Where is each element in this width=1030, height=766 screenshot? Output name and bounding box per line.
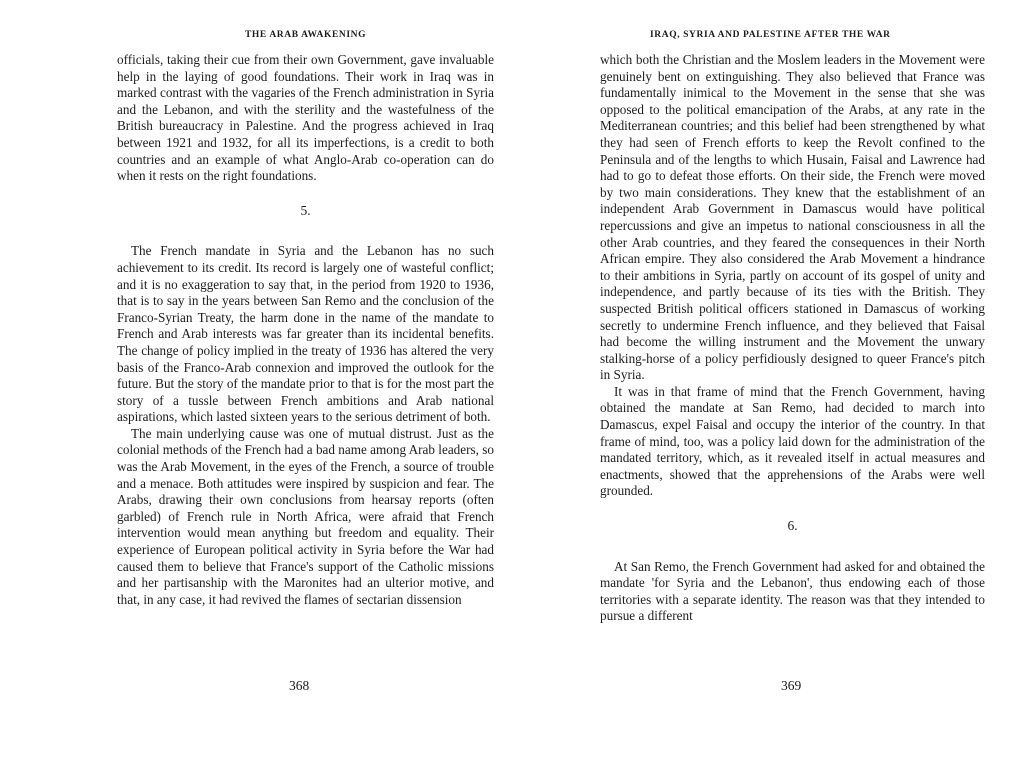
paragraph: officials, taking their cue from their own Government, gave invaluable help in the laying of good foundations. Their work in Iraq was in marked contrast with the vagaries of the French administration in Syria and the Lebanon, and with the sterility and the wastefulness of the British bureaucracy in Palestine. And the progress achieved in Iraq between 1921 and 1932, for all its imperfections, is a credit to both countries and an example of what Anglo-Arab co-operation can do when it rests on the right foundations. (117, 52, 494, 184)
paragraph: The main underlying cause was one of mutual distrust. Just as the colonial methods of the French had a bad name among Arab leaders, so was the Arab Movement, in the eyes of the French, a source of trouble and a menace. Both attitudes were inspired by suspicion and fear. The Arabs, drawing their own conclusions from hearsay reports (often garbled) of French rule in North Africa, were afraid that French intervention would mean anything but freedom and equality. Their experience of European political activity in Syria before the War had caused them to believe that France's support of the Catholic missions and her partisanship with the Maronites had an ulterior motive, and that, in any case, it had revived the flames of sectarian dissension (117, 425, 494, 607)
right-page (515, 0, 1030, 766)
running-head: IRAQ, SYRIA AND PALESTINE AFTER THE WAR (650, 30, 891, 40)
paragraph: At San Remo, the French Government had asked for and obtained the mandate 'for Syria and the Lebanon', thus endowing each of those territories with a separate identity. The reason was that they intended to pursue a different (600, 558, 985, 624)
body-text (600, 52, 985, 625)
section-number: 6. (787, 518, 798, 534)
paragraph: The French mandate in Syria and the Lebanon has no such achievement to its credit. Its record is largely one of wasteful conflict; and it is no exaggeration to say that, in the period from 1920 to 1936, that is to say in the years between San Remo and the conclusion of the Franco-Syrian Treaty, the harm done in the name of the mandate to French and Arab interests was far greater than its incidental benefits. The change of policy implied in the treaty of 1936 has altered the very basis of the Franco-Arab connexion and improved the outlook for the future. But the story of the mandate prior to that is for the most part the story of a tussle between French ambitions and Arab national aspirations, which lasted sixteen years to the serious detriment of both. (117, 243, 494, 425)
page-number: 368 (289, 678, 310, 693)
paragraph: which both the Christian and the Moslem leaders in the Movement were genuinely bent on extinguishing. They also believed that France was fundamentally inimical to the Movement in the sense that she was opposed to the political emancipation of the Arabs, at any rate in the Mediterranean countries; and this belief had been strengthened by what they had seen of French efforts to keep the Revolt confined to the Peninsula and of the lengths to which Husain, Faisal and Lawrence had had to go to defeat those efforts. On their side, the French were moved by two main considerations. They knew that the establishment of an independent Arab Government in Damascus would have political repercussions and give an impetus to national consciousness in all the other Arab countries, and they feared the consequences in their North African empire. They also considered the Arab Movement a hindrance to their ambitions in Syria, partly on account of its gospel of unity and independence, and partly because of its ties with the British. They suspected British political officers stationed in Damascus of working secretly to undermine French influence, and they believed that Faisal had become the willing instrument and the Movement the unwary stalking-horse of a policy perfidiously designed to queer France's pitch in Syria. (600, 52, 985, 383)
body-text (117, 52, 494, 608)
section-number: 5. (300, 202, 311, 218)
paragraph: It was in that frame of mind that the French Government, having obtained the mandate at San Remo, had decided to march into Damascus, expel Faisal and occupy the interior of the country. In that frame of mind, too, was a policy laid down for the administration of the mandated territory, which, as it revealed itself in actual measures and enactments, showed that the apprehensions of the Arabs were well grounded. (600, 383, 985, 499)
page-number: 369 (781, 678, 802, 693)
running-head: THE ARAB AWAKENING (245, 30, 367, 40)
